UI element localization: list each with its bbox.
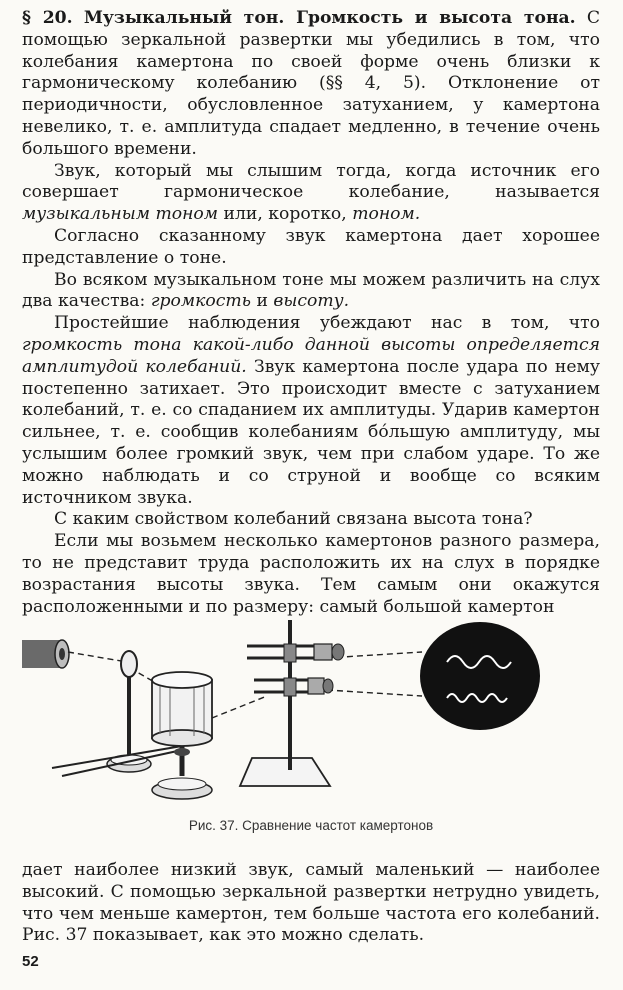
section-title: Музыкальный тон. Громкость и высота тона. bbox=[83, 8, 576, 28]
paragraph-7: Если мы возьмем несколько камертонов разного размера, то не представит труда расположить их на слух в порядке возрастания высоты звука. Тем самым они окажутся расположенными и по размеру: самый большой камертон bbox=[22, 531, 600, 617]
figure-caption: Рис. 37. Сравнение частот камертонов bbox=[188, 818, 434, 833]
paragraph-2-text-a: Звук, который мы слышим тогда, когда источник его совершает гармоническое колебание, называется bbox=[22, 160, 600, 203]
continuation-text bbox=[22, 860, 600, 947]
term-loudness: громкость bbox=[150, 291, 251, 312]
paragraph-2-text-b: или, коротко, bbox=[223, 204, 347, 225]
light-source bbox=[22, 640, 69, 668]
paragraph-4-text-a: Во всяком музыкальном тоне мы можем различить на слух два качества: bbox=[22, 269, 600, 312]
figure-37 bbox=[22, 618, 600, 858]
term-pitch: высоту. bbox=[273, 291, 350, 312]
term-musical-tone: музыкальным тоном bbox=[22, 204, 219, 225]
tuning-fork-stand bbox=[240, 620, 344, 786]
main-text bbox=[22, 8, 600, 618]
small-tuning-fork bbox=[254, 678, 333, 696]
paragraph-6: С каким свойством колебаний связана высота тона? bbox=[54, 509, 533, 530]
section-number: § 20. bbox=[22, 8, 73, 28]
paragraph-4-text-b: и bbox=[256, 291, 268, 312]
term-tone: тоном. bbox=[352, 204, 421, 225]
paragraph-8: дает наиболее низкий звук, самый маленький — наиболее высокий. С помощью зеркальной развертки нетрудно увидеть, что чем меньше камертон, тем больше частота его колебаний. Рис. 37 показывает, как это можно сделать. bbox=[22, 860, 600, 946]
rotating-drum bbox=[152, 672, 212, 799]
page-number: 52 bbox=[22, 953, 39, 970]
paragraph-1 bbox=[22, 8, 600, 161]
large-tuning-fork bbox=[247, 644, 344, 662]
tuning-fork-apparatus-illustration bbox=[22, 618, 600, 818]
paragraph-2 bbox=[22, 161, 600, 226]
paragraph-5 bbox=[22, 313, 600, 509]
paragraph-4 bbox=[22, 270, 600, 314]
loudness-statement: громкость тона какой-либо данной высоты определяется амплитудой колебаний. bbox=[22, 334, 600, 377]
paragraph-1-text: С помощью зеркальной развертки мы убедились в том, что колебания камертона по своей форме очень близки к гармоническому колебанию (§§ 4, 5). Отклонение от периодичности, обусловленное затуханием, у камертона невелико, т. е. амплитуда спадает медленно, в течение очень большого времени. bbox=[22, 8, 601, 159]
mirror-stand bbox=[107, 651, 151, 772]
projection-screen bbox=[420, 622, 540, 730]
paragraph-3: Согласно сказанному звук камертона дает хорошее представление о тоне. bbox=[22, 225, 600, 268]
paragraph-5-text-a: Простейшие наблюдения убеждают нас в том, что bbox=[54, 313, 600, 334]
paragraph-5-text-b: Звук камертона после удара по нему постепенно затихает. Это происходит вместе с затуханием колебаний, т. е. со спаданием их амплитуды. Ударив камертон сильнее, т. е. сообщив колебаниям бо́льшую амплитуду, мы услышим более громкий звук, чем при слабом ударе. То же можно наблюдать и со струной и вообще со всяким источником звука. bbox=[22, 356, 600, 508]
